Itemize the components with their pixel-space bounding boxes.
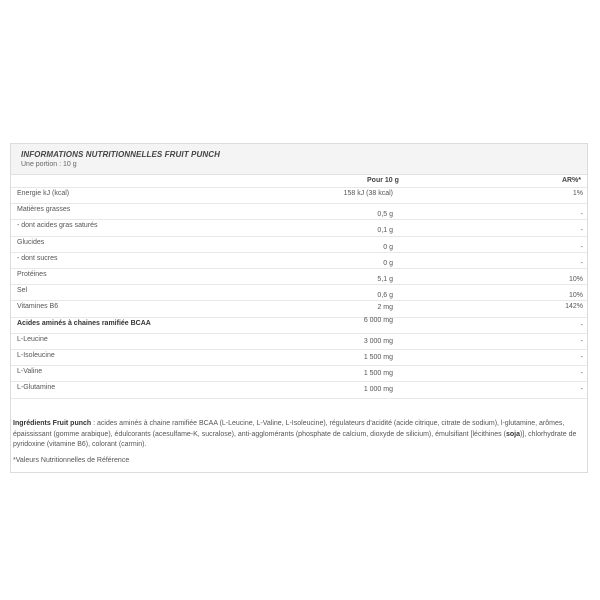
nutrient-name: L-Glutamine [17,384,56,392]
nutrition-row [11,284,587,299]
portion-size: Une portion : 10 g [21,161,77,168]
nutrient-value: 0,5 g [377,211,393,219]
column-header-reference-intake: AR%* [561,177,581,184]
reference-intake-value: 142% [565,303,583,311]
nutrition-row [11,381,587,396]
reference-intake-value: - [580,211,583,219]
nutrition-panel [10,143,588,473]
reference-intake-value: - [580,227,583,235]
nutrient-value: 1 500 mg [363,370,393,378]
reference-intake-value: - [580,259,583,267]
nutrition-row [11,349,587,364]
nutrition-row [11,219,587,234]
reference-intake-value: - [580,321,583,329]
reference-intake-value: 10% [568,292,583,300]
ingredients-list-part-1: : acides aminés à chaine ramifiée BCAA (L-Leucine, L-Valine, L-Isoleucine), régulateurs d'acidité (acide citrique, citrate de sodium), l-glutamine, arômes, épaississant (gomme arabique), édulcorants (acesulfame-K, sucralose), anti-agglomérants (phosphate de calcium, dioxyde de silicium), émulsifiant [lécithines ( [13,420,565,438]
nutrient-name: L-Leucine [17,335,48,343]
nutrient-value: 6 000 mg [363,316,393,324]
reference-intake-value: - [580,337,583,345]
nutrition-title: INFORMATIONS NUTRITIONNELLES FRUIT PUNCH [21,150,220,159]
nutrient-name: Sel [17,287,28,295]
nutrition-row [11,203,587,218]
nutrient-name: - dont acides gras saturés [17,222,98,230]
nutrition-row [11,187,587,202]
nutrient-name: L-Isoleucine [17,352,55,359]
nutrient-name: Vitamines B6 [17,303,59,311]
nutrition-row [11,365,587,380]
nutrient-value: 5,1 g [377,276,393,283]
row-divider [11,398,587,399]
nutrient-name: Protéines [17,271,47,278]
nutrient-value: 2 mg [377,304,393,312]
nutrient-value: 0 g [383,259,393,267]
ingredients-text [13,419,581,451]
nutrient-value: 158 kJ (38 kcal) [343,190,393,197]
nutrient-value: 3 000 mg [363,337,393,345]
column-header-per-portion: Pour 10 g [367,177,399,184]
ingredients-list-part-2: )], chlorhydrate de pyridoxine (vitamine B6), colorant (carmin). [13,430,577,448]
reference-intake-value: 1% [572,190,583,197]
nutrition-header [11,144,587,175]
reference-intake-value: - [580,243,583,251]
nutrient-value: 1 500 mg [363,354,393,361]
nutrient-value: 1 000 mg [363,386,393,394]
reference-intake-value: - [580,370,583,378]
reference-intake-value: - [580,354,583,361]
reference-intake-value: - [580,386,583,394]
ingredients-label: Ingrédients Fruit punch [13,420,92,427]
nutrient-name: L-Valine [17,368,43,376]
reference-intake-value: 10% [568,276,583,283]
nutrient-name: Energie kJ (kcal) [17,190,70,197]
nutrient-value: 0,6 g [377,292,393,300]
nutrient-value: 0,1 g [377,227,393,235]
nutrient-name: Acides aminés à chaines ramifiée BCAA [17,319,151,327]
allergen-soja: soja [505,430,520,438]
nutrient-value: 0 g [383,243,393,251]
nutrient-name: Glucides [17,238,45,246]
nutrition-row [11,252,587,267]
reference-footnote: *Valeurs Nutritionnelles de Référence [13,457,130,464]
nutrition-row [11,317,587,332]
nutrition-row [11,300,587,315]
nutrition-row [11,268,587,283]
nutrient-name: - dont sucres [17,254,58,262]
nutrient-name: Matières grasses [17,206,71,214]
nutrition-row [11,333,587,348]
nutrition-row [11,236,587,251]
